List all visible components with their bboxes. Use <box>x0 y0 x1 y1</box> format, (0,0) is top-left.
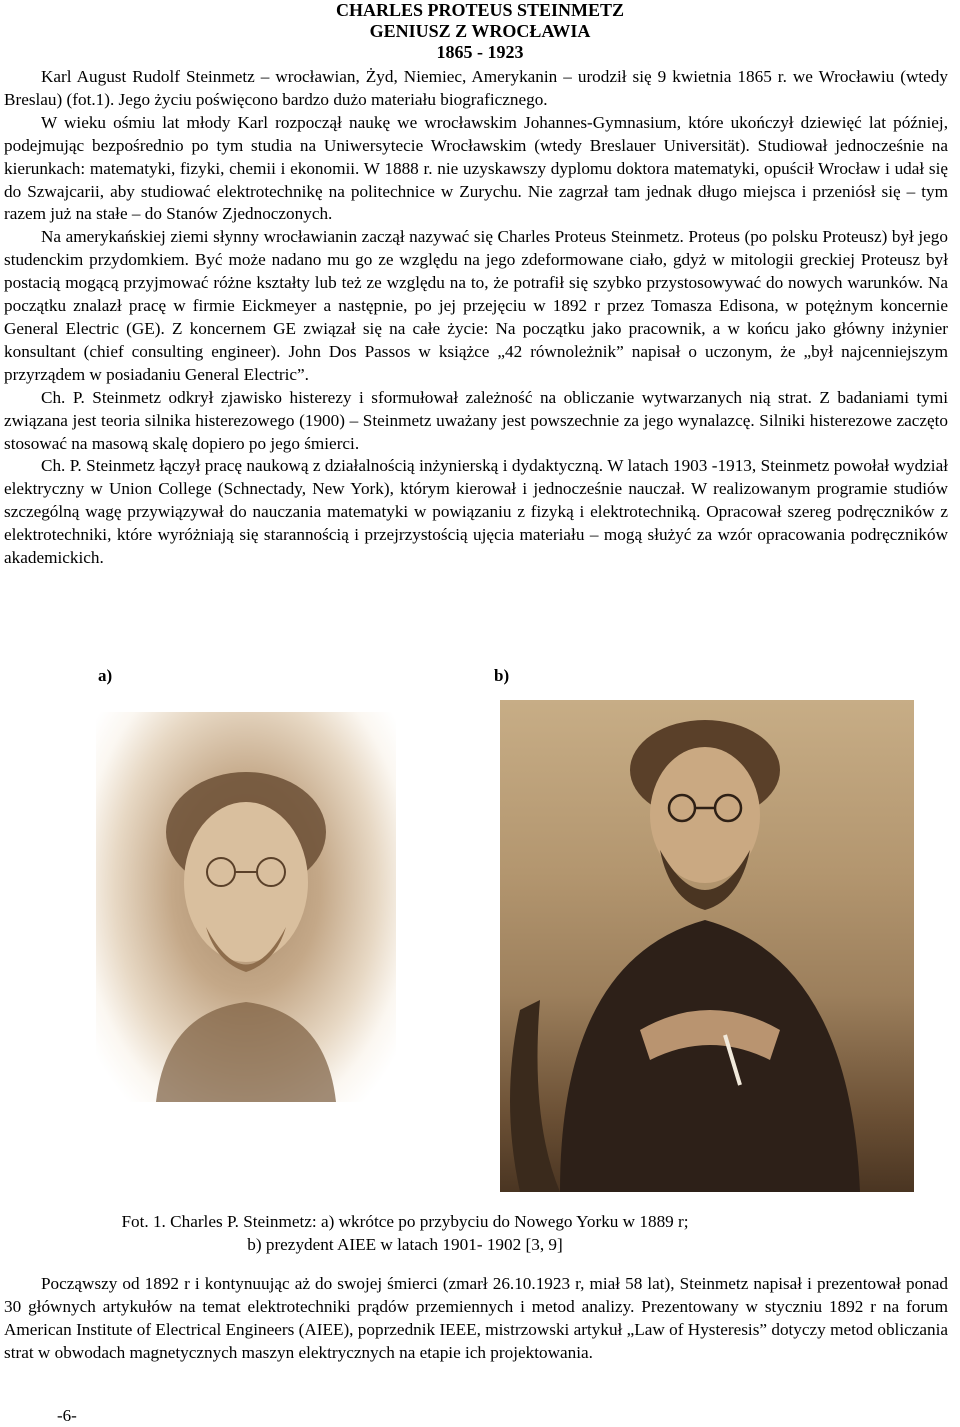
paragraph-america: Na amerykańskiej ziemi słynny wrocławianin zaczął nazywać się Charles Proteus Steinmetz. Proteus (po polsku Proteusz) był jego studenckim przydomkiem. Być może nadano mu go ze względu na jego zdeformowane ciało, gdyż w mitologii greckiej Proteusz był postacią mogącą przyjmować różne kształty lub też ze względu na to, że potrafił się szybko przystosowywać do nowych warunków. Na początku znalazł pracę w firmie Eickmeyer a następnie, po jej przejęciu w 1892 r przez Tomasza Edisona, w potężnym koncernie General Electric (GE). Z koncernem GE związał się na całe życie: Na początku jako pracownik, a w końcu jako główny inżynier konsultant (chief consulting engineer). John Dos Passos w książce „42 równoleżnik” napisał o uczonym, że „był najcenniejszym przyrządem w posiadaniu General Electric”. <box>4 227 948 384</box>
figure-caption-line2: b) prezydent AIEE w latach 1901- 1902 [3, 9] <box>247 1235 563 1254</box>
portrait-photo-a <box>96 712 396 1102</box>
title-subtitle: GENIUSZ Z WROCŁAWIA <box>369 21 591 41</box>
title-name: CHARLES PROTEUS STEINMETZ <box>335 0 625 20</box>
figure-caption <box>0 1210 810 1256</box>
paragraph-education: W wieku ośmiu lat młody Karl rozpoczął naukę we wrocławskim Johannes-Gymnasium, które ukończył dziewięć lat później, podejmując bezpośrednio po tym studia na Uniwersytecie Wrocławskim (wtedy Breslauer Universität). Studiował jednocześnie na kierunkach: matematyki, fizyki, chemii i ekonomii. W 1888 r. nie uzyskawszy dyplomu doktora matematyki, opuścił Wrocław i udał się do Szwajcarii, aby studiować elektrotechnikę na politechnice w Zurychu. Nie zagrzał tam jednak długo miejsca i przeniósł się – tym razem już na stałe – do Stanów Zjednoczonych. <box>4 112 948 224</box>
paragraph-intro: Karl August Rudolf Steinmetz – wrocławian, Żyd, Niemiec, Amerykanin – urodził się 9 kwietnia 1865 r. we Wrocławiu (wtedy Breslau) (fot.1). Jego życiu poświęcono bardzo dużo materiału biograficznego. <box>4 67 948 109</box>
portrait-a-illustration <box>96 712 396 1102</box>
portrait-b-illustration <box>500 700 914 1192</box>
paragraph-articles: Począwszy od 1892 r i kontynuując aż do swojej śmierci (zmarł 26.10.1923 r, miał 58 lat), Steinmetz napisał i prezentował ponad 30 głównych artykułów na temat elektrotechniki prądów przemiennych i metod analizy. Prezentowany w styczniu 1892 r na forum American Institute of Electrical Engineers (AIEE), poprzednik IEEE, mistrzowski artykuł „Law of Hysteresis” dotyczy metod obliczania strat w obwodach magnetycznych maszyn elektrycznych na etapie ich projektowania. <box>4 1274 948 1362</box>
title-years: 1865 - 1923 <box>436 42 524 62</box>
figure-label-b: b) <box>494 666 510 685</box>
figure-caption-line1: Fot. 1. Charles P. Steinmetz: a) wkrótce po przybyciu do Nowego Yorku w 1889 r; <box>121 1212 689 1231</box>
paragraph-hysteresis: Ch. P. Steinmetz odkrył zjawisko histerezy i sformułował zależność na obliczanie wytwarzanych nią strat. Z badaniami tymi związana jest teoria silnika histerezowego (1900) – Steinmetz uważany jest powszechnie za jego wynalazcę. Silniki histerezowe zaczęto stosować na masową skalę dopiero po jego śmierci. <box>4 387 948 453</box>
page-number: -6- <box>57 1406 77 1425</box>
body-text <box>4 66 948 570</box>
figure-label-a: a) <box>98 666 113 685</box>
portrait-photo-b <box>500 700 914 1192</box>
closing-text <box>4 1273 948 1365</box>
paragraph-teaching: Ch. P. Steinmetz łączył pracę naukową z działalnością inżynierską i dydaktyczną. W latach 1903 -1913, Steinmetz powołał wydział elektryczny w Union College (Schnectady, New York), którym kierował i jednocześnie nauczał. W realizowanym programie studiów szczególną wagę przywiązywał do nauczania matematyki w powiązaniu z fizyką i elektrotechniką. Opracował szereg podręczników z elektrotechniki, które wyróżniają się starannością i przejrzystością ujęcia materiału – mogą służyć za wzór opracowania podręczników akademickich. <box>4 456 948 568</box>
